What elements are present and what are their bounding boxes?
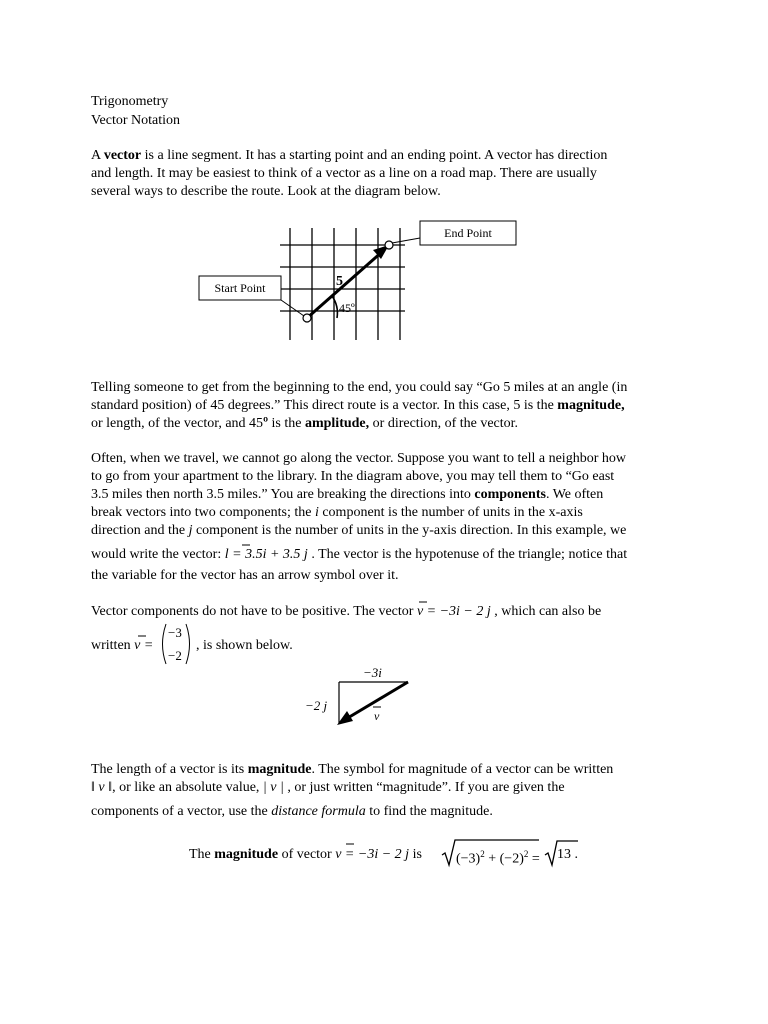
angle-arc [332, 296, 337, 318]
sqrt-contents: $(-3)^2 + (-2)^2$ = [456, 849, 540, 867]
para3-line-3: 3.5 miles then north 3.5 miles.” You are breaking the directions into components. We often [91, 487, 604, 502]
start-point-label: Start Point [214, 281, 266, 295]
minus-2j-label: −2 j [305, 698, 328, 713]
para5-line-2: ‖ v ‖, or like an absolute value, | v | , or just written “magnitude”. If you are given the [91, 780, 565, 795]
column-vector-top: −3 [168, 625, 182, 640]
intro-line-2: and length. It may be easiest to think of a vector as a line on a road map. There are usually [91, 166, 597, 181]
para3-line-6: would write the vector: l = 3.5i + 3.5 j . The vector is the hypotenuse of the triangle; notice that [91, 547, 628, 562]
abs-symbol: | v | [262, 780, 284, 795]
para3-line-2: to go from your apartment to the library. In the diagram above, you may tell them to “Go east [91, 469, 615, 484]
end-point-label: End Point [444, 226, 492, 240]
para4-line-1: Vector components do not have to be positive. The vector v = −3i − 2 j , which can also be [91, 604, 602, 619]
para2-line-1: Telling someone to get from the beginning to the end, you could say “Go 5 miles at an angle (in [91, 380, 628, 395]
vector-v-expression: v = −3i − 2 j [416, 604, 491, 619]
start-point-dot [303, 314, 311, 322]
para2-line-2: standard position) of 45 degrees.” This direct route is a vector. In this case, 5 is the magnitude, [91, 398, 625, 413]
column-vector [158, 622, 194, 666]
angle-label: 45º [339, 301, 355, 315]
para3-line-1: Often, when we travel, we cannot go along the vector. Suppose you want to tell a neighbor how [91, 451, 626, 466]
subject-heading: Trigonometry [91, 94, 169, 109]
column-vector-bottom: −2 [168, 648, 182, 663]
para5-line-1: The length of a vector is its magnitude. The symbol for magnitude of a vector can be written [91, 762, 614, 777]
intro-line-3: several ways to describe the route. Look at the diagram below. [91, 184, 441, 199]
para4-line-2-tail: , is shown below. [196, 638, 293, 653]
para3-line-7: the variable for the vector has an arrow symbol over it. [91, 568, 399, 583]
magnitude-label: 5 [336, 274, 343, 289]
para3-line-5: direction and the j component is the number of units in the y-axis direction. In this example, we [91, 523, 627, 538]
negative-vector-diagram [300, 660, 420, 730]
minus-3i-label: −3i [363, 665, 382, 680]
para3-line-4: break vectors into two components; the i component is the number of units in the x-axis [91, 505, 583, 520]
vector-l-expression: l = 3.5i + 3.5 j [224, 547, 308, 562]
vector-grid-diagram [190, 215, 530, 345]
end-point-dot [385, 241, 393, 249]
norm-symbol: ‖ v ‖ [91, 780, 113, 795]
para5-line-3: components of a vector, use the distance formula to find the magnitude. [91, 804, 493, 819]
magnitude-formula: The magnitude of vector v = −3i − 2 j is [189, 847, 422, 862]
para4-line-2: written v = [91, 638, 154, 653]
sqrt13-value: 13 . [557, 847, 578, 862]
para2-line-3: or length, of the vector, and 45º is the amplitude, or direction, of the vector. [91, 415, 519, 431]
vector-v-label: v [374, 709, 380, 723]
topic-heading: Vector Notation [91, 113, 181, 128]
intro-line-1: A vector is a line segment. It has a starting point and an ending point. A vector has direction [91, 148, 608, 163]
